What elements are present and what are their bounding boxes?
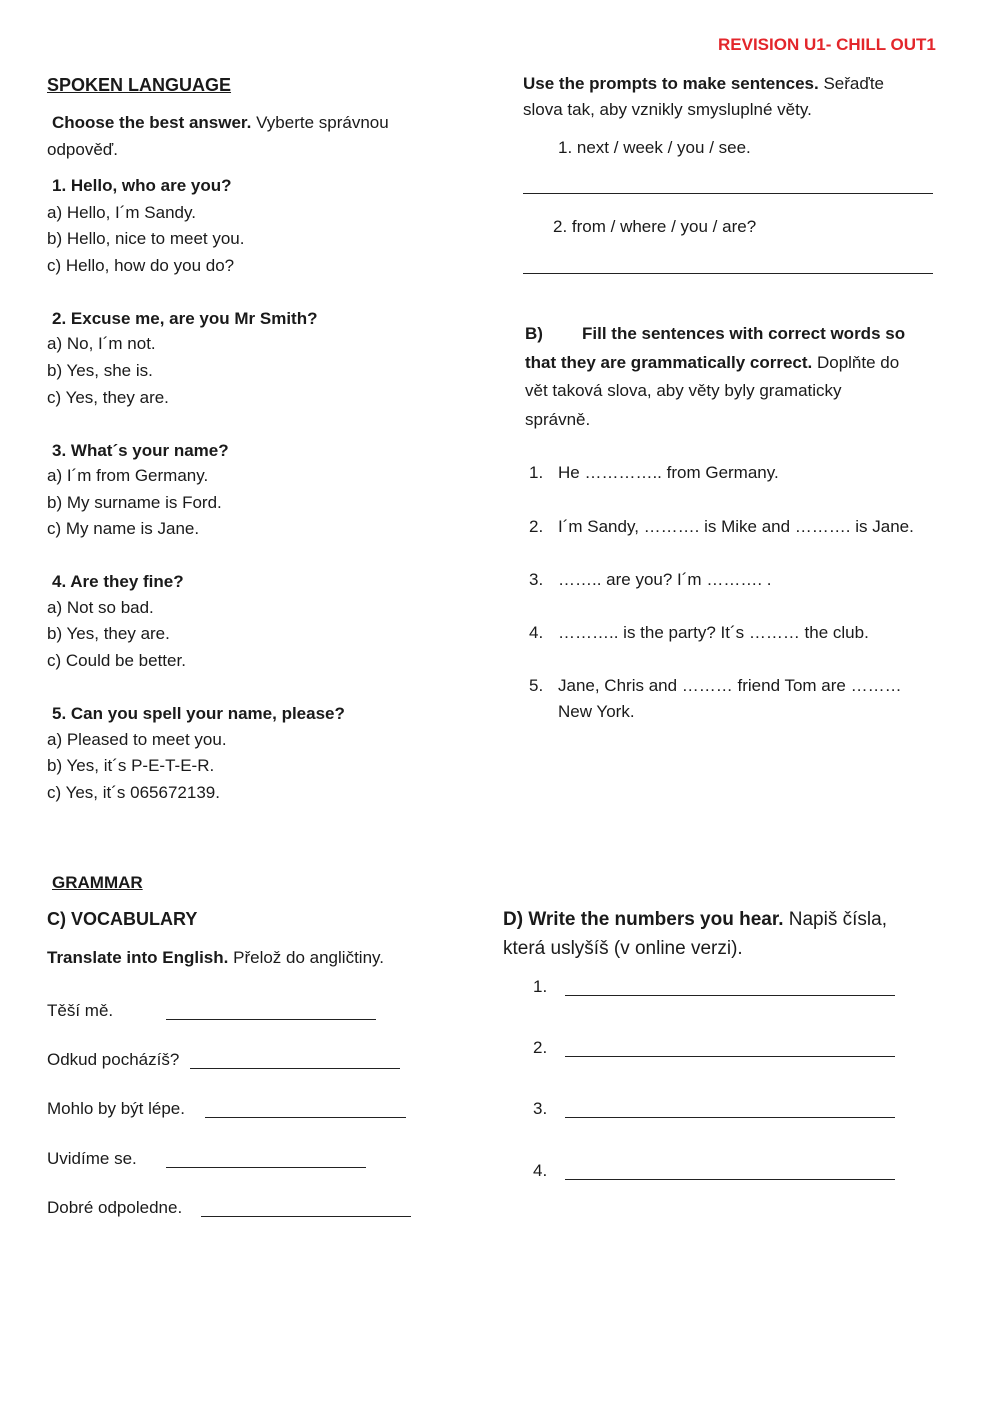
question-5-option-a: a) Pleased to meet you. — [47, 730, 227, 749]
question-4: 4. Are they fine? — [52, 572, 184, 591]
question-5-option-b: b) Yes, it´s P-E-T-E-R. — [47, 756, 215, 775]
prompt-item-1: 1. next / week / you / see. — [558, 138, 751, 157]
numbers-item-1: 1. — [533, 977, 548, 996]
question-3-option-b: b) My surname is Ford. — [47, 493, 222, 512]
fill-item-4-text: ……….. is the party? It´s ……… the club. — [558, 623, 869, 642]
fill-item-5-number: 5. — [529, 676, 544, 695]
vocab-item-4: Uvidíme se. — [47, 1149, 137, 1168]
section-b-instruction-line1: Fill the sentences with correct words so — [582, 324, 906, 343]
vocab-item-3: Mohlo by být lépe. — [47, 1099, 185, 1118]
vocab-answer-line-3[interactable] — [205, 1117, 406, 1118]
question-2: 2. Excuse me, are you Mr Smith? — [52, 309, 318, 328]
question-2-option-a: a) No, I´m not. — [47, 334, 156, 353]
vocab-item-2: Odkud pocházíš? — [47, 1050, 180, 1069]
fill-item-1-number: 1. — [529, 463, 544, 482]
question-3-option-a: a) I´m from Germany. — [47, 466, 209, 485]
question-4-option-b: b) Yes, they are. — [47, 624, 170, 643]
prompt-item-2: 2. from / where / you / are? — [553, 217, 757, 236]
numbers-answer-line-4[interactable] — [565, 1179, 895, 1180]
fill-item-3-number: 3. — [529, 570, 544, 589]
fill-item-5-text-continued: New York. — [558, 702, 635, 721]
prompt-answer-line-1[interactable] — [523, 193, 933, 194]
vocab-answer-line-1[interactable] — [166, 1019, 376, 1020]
spoken-instruction-line2: odpověď. — [47, 140, 118, 159]
numbers-answer-line-3[interactable] — [565, 1117, 895, 1118]
question-4-option-a: a) Not so bad. — [47, 598, 154, 617]
fill-item-2-number: 2. — [529, 517, 544, 536]
numbers-item-3: 3. — [533, 1099, 548, 1118]
section-b-instruction-line3: vět taková slova, aby věty byly gramaticky — [525, 381, 842, 400]
prompt-answer-line-2[interactable] — [523, 273, 933, 274]
spoken-instruction: Choose the best answer. Vyberte správnou — [52, 113, 389, 132]
question-1-option-c: c) Hello, how do you do? — [47, 256, 235, 275]
question-5: 5. Can you spell your name, please? — [52, 704, 345, 723]
vocab-item-1: Těší mě. — [47, 1001, 114, 1020]
prompts-instruction-line2: slova tak, aby vznikly smysluplné věty. — [523, 100, 812, 119]
question-4-option-c: c) Could be better. — [47, 651, 186, 670]
section-heading-spoken-language: SPOKEN LANGUAGE — [47, 75, 232, 95]
vocab-answer-line-2[interactable] — [190, 1068, 400, 1069]
vocab-item-5: Dobré odpoledne. — [47, 1198, 183, 1217]
numbers-answer-line-2[interactable] — [565, 1056, 895, 1057]
section-heading-grammar: GRAMMAR — [52, 873, 143, 892]
vocab-answer-line-4[interactable] — [166, 1167, 366, 1168]
fill-item-3-text: …….. are you? I´m ………. . — [558, 570, 772, 589]
question-3-option-c: c) My name is Jane. — [47, 519, 200, 538]
vocab-instruction: Translate into English. Přelož do angličtiny. — [47, 948, 384, 967]
numbers-answer-line-1[interactable] — [565, 995, 895, 996]
section-heading-vocabulary: C) VOCABULARY — [47, 909, 198, 929]
question-2-option-c: c) Yes, they are. — [47, 388, 169, 407]
vocab-answer-line-5[interactable] — [201, 1216, 411, 1217]
numbers-item-2: 2. — [533, 1038, 548, 1057]
section-b-instruction-line2: that they are grammatically correct. Doplňte do — [525, 353, 900, 372]
fill-item-2-text: I´m Sandy, ………. is Mike and ………. is Jane. — [558, 517, 914, 536]
section-b-label: B) — [525, 324, 543, 343]
prompts-instruction: Use the prompts to make sentences. Seřaďte — [523, 74, 884, 93]
question-1-option-b: b) Hello, nice to meet you. — [47, 229, 245, 248]
fill-item-5-text: Jane, Chris and ……… friend Tom are ……… — [558, 676, 902, 695]
fill-item-1-text: He ………….. from Germany. — [558, 463, 779, 482]
numbers-item-4: 4. — [533, 1161, 548, 1180]
question-3: 3. What´s your name? — [52, 441, 229, 460]
question-1-option-a: a) Hello, I´m Sandy. — [47, 203, 196, 222]
question-5-option-c: c) Yes, it´s 065672139. — [47, 783, 220, 802]
question-2-option-b: b) Yes, she is. — [47, 361, 153, 380]
numbers-heading: D) Write the numbers you hear. Napiš čísla, — [503, 909, 887, 930]
section-b-instruction-line4: správně. — [525, 410, 591, 429]
numbers-heading-line2: která uslyšíš (v online verzi). — [503, 938, 743, 959]
fill-item-4-number: 4. — [529, 623, 544, 642]
question-1: 1. Hello, who are you? — [52, 176, 232, 195]
page-title: REVISION U1- CHILL OUT1 — [718, 35, 936, 54]
